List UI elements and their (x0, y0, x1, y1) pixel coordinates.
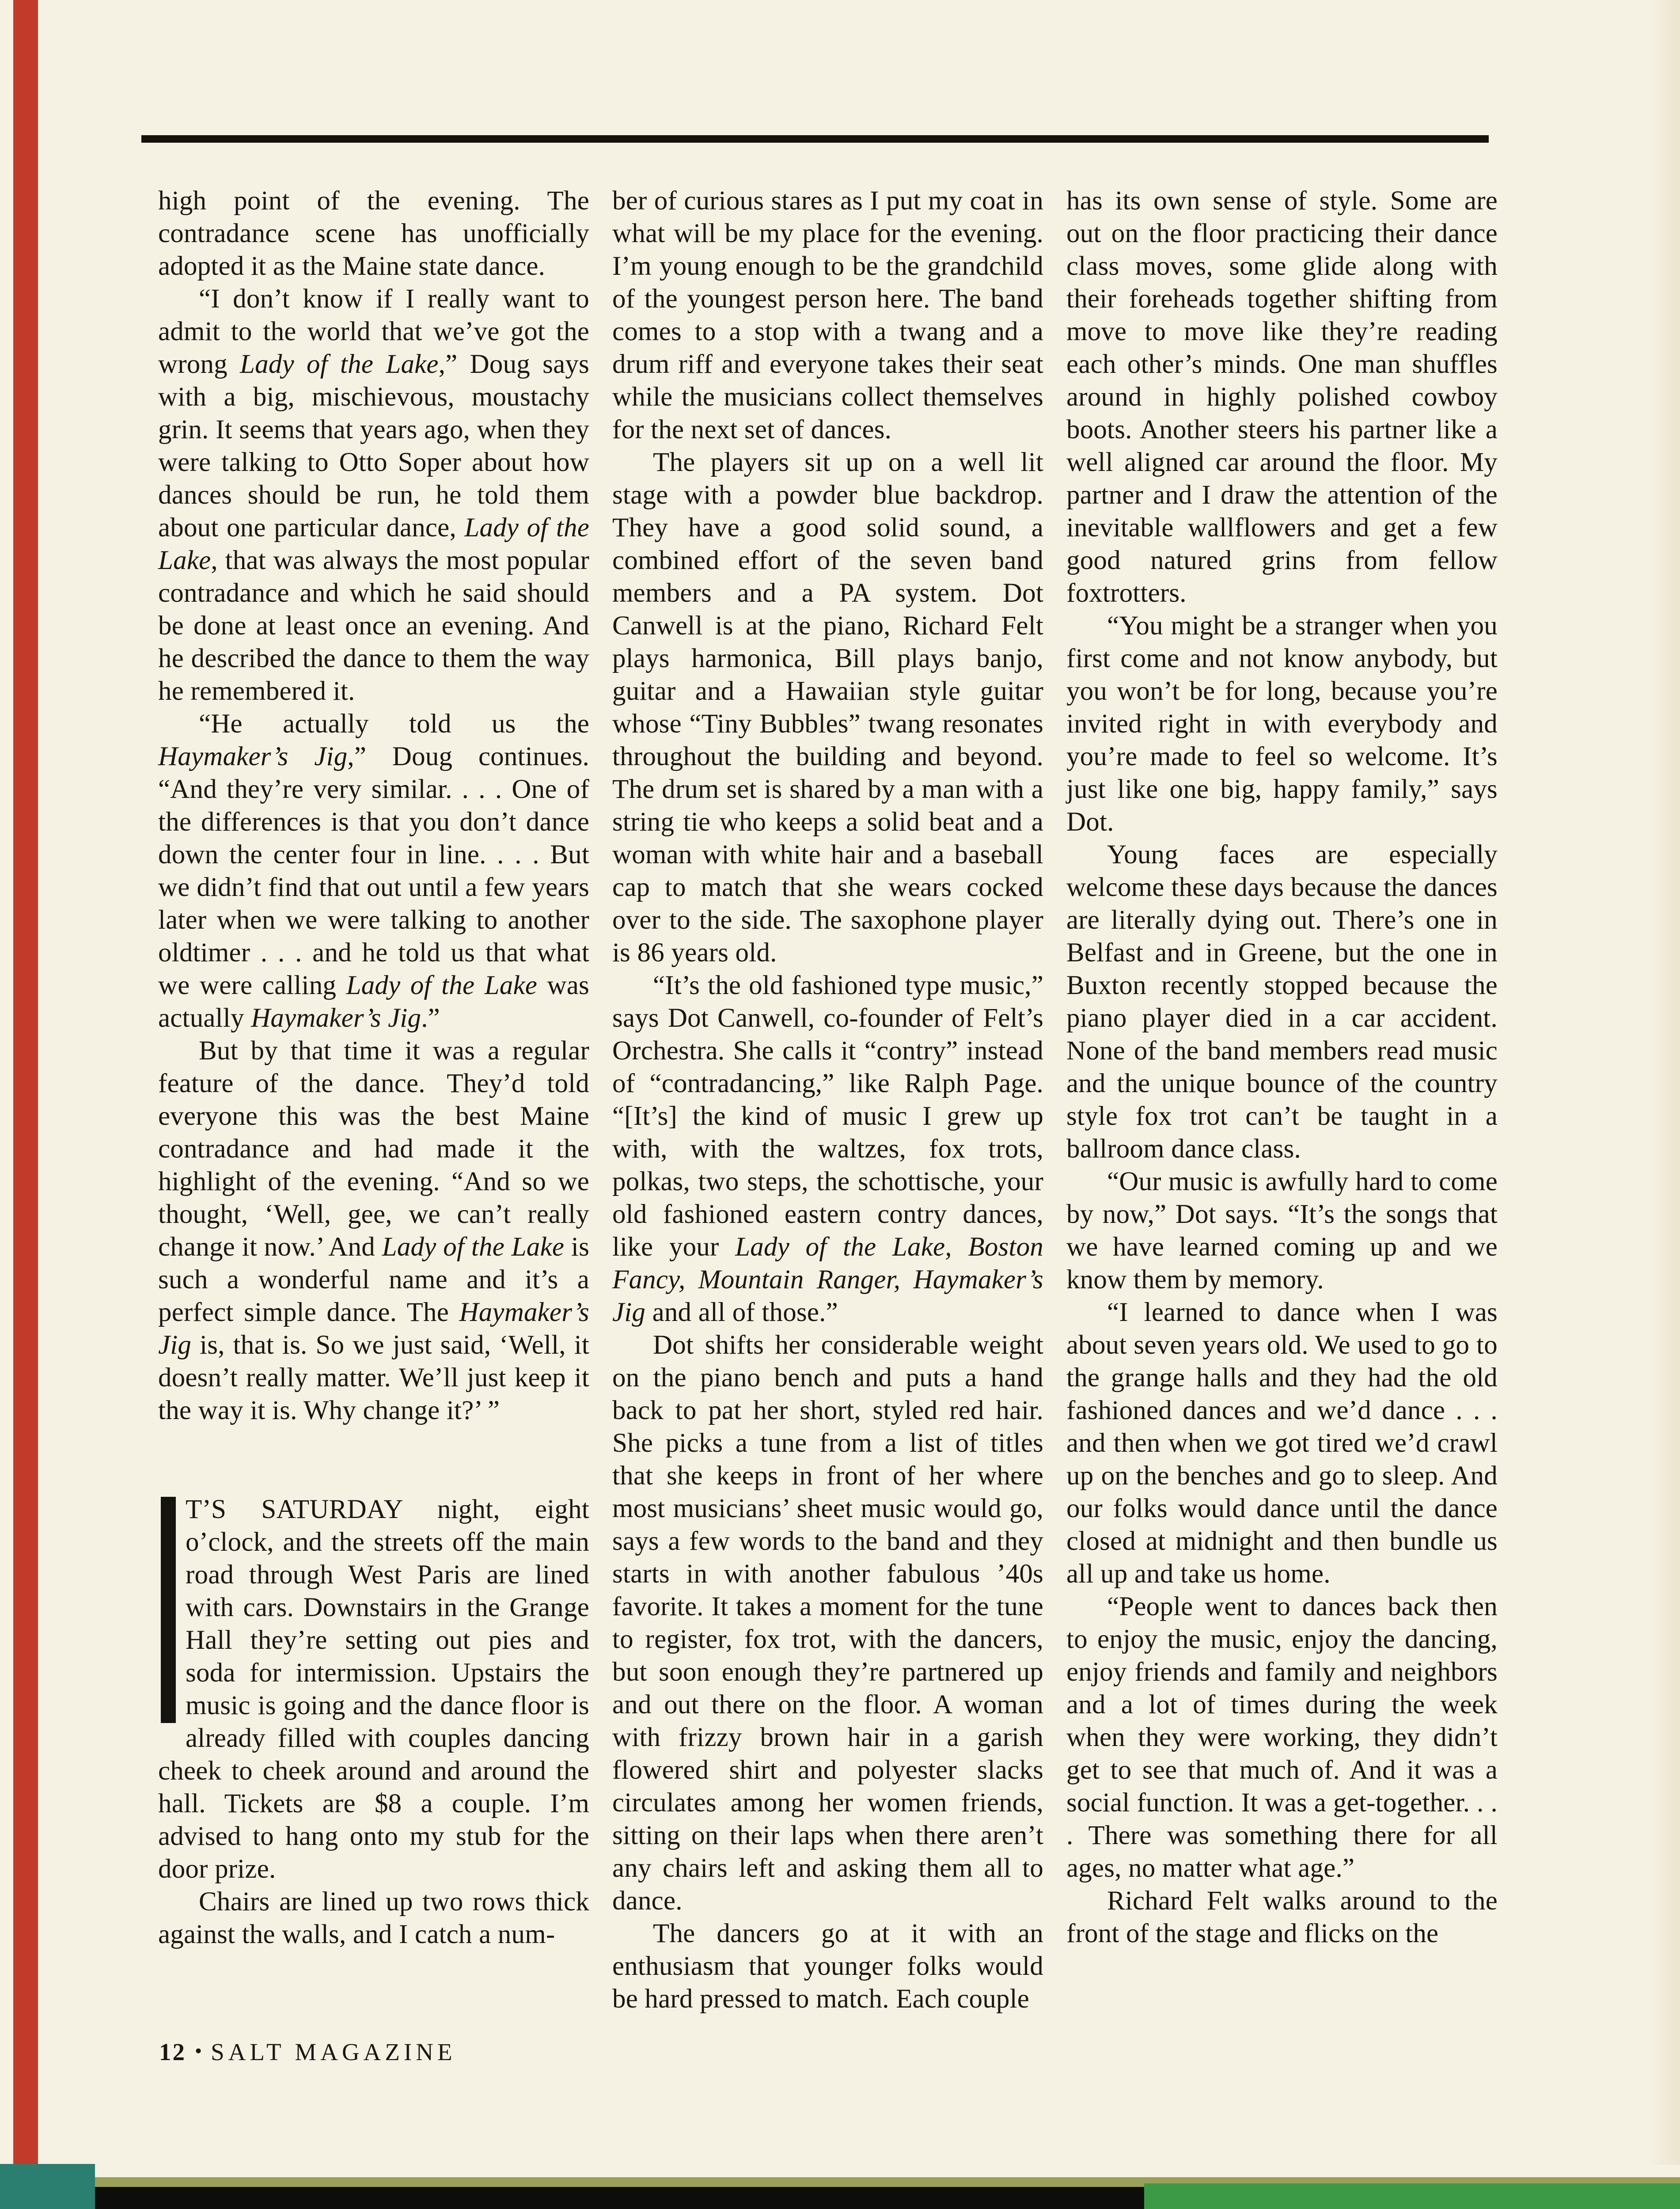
text-run (900, 1265, 913, 1294)
text-run: and all of those.” (645, 1298, 838, 1327)
text-run (686, 1265, 698, 1294)
text-run: “He actually told us the (199, 709, 589, 739)
bottom-right-green-strip (1144, 2183, 1680, 2209)
italic-run: Boston Fancy, (612, 1232, 1043, 1294)
text-run: “You might be a stranger when you first come and not know anybody, but you won’t be for long, because you’re invited right in with everybody and you’re made to feel so welcome. It’s just like one big, happy family,” says Dot. (1066, 611, 1498, 837)
bottom-left-teal-strip (0, 2164, 95, 2209)
article-body (158, 185, 1498, 2015)
text-run: ber of curious stares as I put my coat in what will be my place for the evening. I’m young enough to be the grandchild of the youngest person here. The band comes to a stop with a twang and a drum riff and everyone takes their seat while the musicians collect themselves for the next set of dances. (612, 186, 1043, 444)
left-edge-red-strip (13, 0, 38, 2182)
paragraph (1066, 1885, 1498, 1950)
footer-bullet-icon: • (195, 2039, 202, 2062)
italic-run: Mountain Ranger, (698, 1265, 901, 1294)
paragraph (1066, 185, 1498, 610)
bottom-black-strip (95, 2187, 1144, 2209)
text-run: has its own sense of style. Some are out on the floor practicing their dance class moves, some glide along with their foreheads together shifting from move to move like they’re reading each other’s minds. One man shuffles around in highly polished cowboy boots. Another steers his partner like a well aligned car around the floor. My partner and I draw the attention of the inevitable wallflowers and get a few good natured grins from fellow foxtrotters. (1066, 186, 1498, 608)
text-run: “People went to dances back then to enjoy the music, enjoy the dancing, enjoy friends and family and neighbors and a lot of times during the week when they were working, they didn’t get to see that much of. And it was a social function. It was a get-together. . . . There was something there for all ages, no matter what age.” (1066, 1592, 1498, 1883)
italic-run: Lady of the Lake (158, 513, 589, 575)
text-run: , that was always the most popular contradance and which he said should be done at least once an evening. And he described the dance to them the way he remembered it. (158, 546, 589, 706)
italic-run: Haymaker’s Jig (158, 1298, 589, 1360)
paragraph (612, 185, 1043, 446)
text-run: The players sit up on a well lit stage with a powder blue backdrop. They have a good solid sound, a combined effort of the seven band members and a PA system. Dot Canwell is at the piano, Richard Felt plays harmonica, Bill plays banjo, guitar and a Hawaiian style guitar whose “Tiny Bubbles” twang resonates throughout the building and beyond. The drum set is shared by a man with a string tie who keeps a solid beat and a woman with white hair and a baseball cap to match that she wears cocked over to the side. The saxophone player is 86 years old. (612, 448, 1043, 968)
paragraph (158, 1035, 589, 1427)
paragraph (1066, 1165, 1498, 1296)
paragraph (612, 446, 1043, 969)
text-run: .” (421, 1003, 440, 1033)
magazine-name: SALT MAGAZINE (211, 2038, 456, 2065)
paragraph (158, 283, 589, 708)
article-column-1 (158, 185, 589, 2015)
text-run (952, 1232, 968, 1262)
italic-run: Haymaker’s Jig (251, 1003, 421, 1033)
italic-run: Lady of the Lake (346, 971, 538, 1000)
text-run: But by that time it was a regular feature of the dance. They’d told everyone this was the best Maine contradance and had made it the highlight of the evening. “And so we thought, ‘Well, gee, we can’t really change it now.’ And (158, 1036, 589, 1262)
text-run: “I learned to dance when I was about seven years old. We used to go to the grange halls and they had the old fashioned dances and we’d dance . . . and then when we got tired we’d crawl up on the benches and go to sleep. And our folks would dance until the dance closed at midnight and then bundle us all up and take us home. (1066, 1298, 1498, 1589)
italic-run: Lady of the Lake, (735, 1232, 952, 1262)
paragraph (1066, 839, 1498, 1165)
article-column-2 (612, 185, 1043, 2015)
text-run: high point of the evening. The contradance scene has unofficially adopted it as the Maine state dance. (158, 186, 589, 281)
text-run: is, that is. So we just said, ‘Well, it doesn’t really matter. We’ll just keep it the way it is. Why change it?’ ” (158, 1330, 589, 1425)
text-run: was actually (158, 971, 589, 1033)
article-column-3 (1066, 185, 1498, 2015)
text-run: Richard Felt walks around to the front of the stage and flicks on the (1066, 1886, 1498, 1948)
italic-run: Haymaker’s Jig (158, 742, 348, 771)
text-run: The dancers go at it with an enthusiasm that younger folks would be hard pressed to match. Each couple (612, 1919, 1043, 2014)
paragraph (158, 1886, 589, 1951)
top-rule (141, 135, 1489, 143)
italic-run: Haymaker’s Jig (612, 1265, 1043, 1327)
italic-run: Lady of the Lake (382, 1232, 565, 1262)
page-footer (159, 2038, 456, 2065)
paragraph (1066, 610, 1498, 839)
text-run: Young faces are especially welcome these days because the dances are literally dying out. There’s one in Belfast and in Greene, but the one in Buxton recently stopped because the piano player died in a car accident. None of the band members read music and the unique bounce of the country style fox trot can’t be taught in a ballroom dance class. (1066, 840, 1498, 1164)
paragraph (158, 185, 589, 283)
text-run: Chairs are lined up two rows thick against the walls, and I catch a num- (158, 1887, 589, 1949)
dropcap-paragraph (158, 1493, 589, 1886)
text-run: T’S SATURDAY night, eight o’clock, and the streets off the main road through West Paris are lined with cars. Downstairs in the Grange Hall they’re setting out pies and soda for intermission. Upstairs the music is going and the dance floor is already filled with couples dancing cheek to cheek around and around the hall. Tickets are $8 a couple. I’m advised to hang onto my stub for the door prize. (158, 1495, 589, 1884)
text-run: “Our music is awfully hard to come by now,” Dot says. “It’s the songs that we have learned coming up and we know them by memory. (1066, 1167, 1498, 1294)
page-number: 12 (159, 2038, 186, 2065)
text-run: “It’s the old fashioned type music,” says Dot Canwell, co-founder of Felt’s Orchestra. She calls it “contry” instead of “contradancing,” like Ralph Page. “[It’s] the kind of music I grew up with, with the waltzes, fox trots, polkas, two steps, the schottische, your old fashioned eastern contry dances, like your (612, 971, 1043, 1262)
paragraph (612, 1917, 1043, 2015)
paragraph (612, 1329, 1043, 1917)
text-run: ,” Doug says with a big, mischievous, moustachy grin. It seems that years ago, when they were talking to Otto Soper about how dances should be run, he told them about one particular dance, (158, 349, 589, 543)
text-run: ,” Doug continues. “And they’re very similar. . . . One of the differences is that you don’t dance down the center four in line. . . . But we didn’t find that out until a few years later when we were talking to another oldtimer . . . and he told us that what we were calling (158, 742, 589, 1000)
text-run: is such a wonderful name and it’s a perfect simple dance. The (158, 1232, 590, 1327)
italic-run: Lady of the Lake (240, 349, 439, 379)
paragraph (1066, 1296, 1498, 1590)
right-edge-scan-tint (1649, 0, 1680, 2165)
paragraph (612, 969, 1043, 1329)
paragraph (158, 708, 589, 1035)
text-run: “I don’t know if I really want to admit to the world that we’ve got the wrong (158, 284, 589, 379)
text-run: Dot shifts her considerable weight on the piano bench and puts a hand back to pat her short, styled red hair. She picks a tune from a list of titles that she keeps in front of her where most musicians’ sheet music would go, says a few words to the band and they starts in with another fabulous ’40s favorite. It takes a moment for the tune to register, fox trot, with the dancers, but soon enough they’re partnered up and out there on the floor. A woman with frizzy brown hair in a garish flowered shirt and polyester slacks circulates among her women friends, sitting on their laps when there aren’t any chairs left and asking them all to dance. (612, 1330, 1043, 1916)
dropcap-letter-i (161, 1497, 176, 1723)
paragraph (1066, 1590, 1498, 1885)
